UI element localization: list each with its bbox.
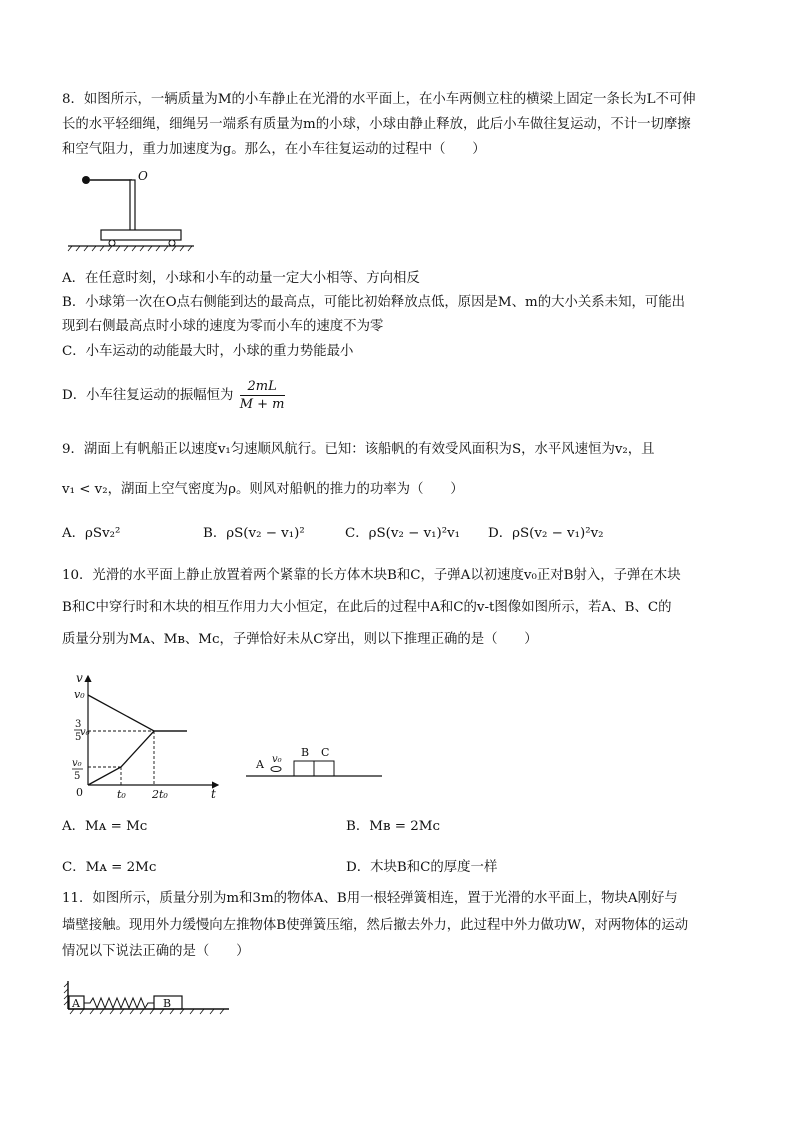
wheel-right <box>169 240 175 246</box>
bullet <box>271 767 281 772</box>
block-b-label: B <box>163 997 172 1010</box>
q9-option-b: B．ρS(v₂ − v₁)² <box>203 526 305 541</box>
q8-cart-figure <box>66 168 196 253</box>
q9-option-c: C．ρS(v₂ − v₁)²v₁ <box>345 526 461 541</box>
block-b <box>294 761 314 776</box>
x-axis-label: t <box>211 787 216 801</box>
q10-vt-graph <box>68 672 228 802</box>
q10-option-b: B．Mʙ = 2Mᴄ <box>346 819 440 834</box>
q10-option-c: C．Mᴀ = 2Mᴄ <box>62 860 157 875</box>
q8-stem-line-3: 和空气阻力，重力加速度为g。那么，在小车往复运动的过程中（ ） <box>62 142 486 157</box>
q8-option-d-text: D．小车往复运动的振幅恒为 <box>62 388 234 403</box>
q8-option-d-denominator: M + m <box>239 397 285 412</box>
q11-spring-figure <box>64 975 234 1020</box>
q8-stem-line-2: 长的水平轻细绳，细绳另一端系有质量为m的小球，小球由静止释放，此后小车做往复运动，不计一切摩擦 <box>62 117 691 132</box>
tick-v0-mid: v₀ <box>80 727 90 738</box>
floor-hatch <box>70 1009 224 1014</box>
wheel-left <box>109 240 115 246</box>
tick-3-num: 3 <box>75 719 82 730</box>
q11-stem-line-1: 11．如图所示，质量分别为m和3m的物体A、B用一根轻弹簧相连，置于光滑的水平面上，物块A刚好与 <box>62 891 678 906</box>
series-line-a <box>88 695 187 731</box>
tick-1-den: 5 <box>74 771 81 782</box>
q8-option-d-fraction <box>240 378 285 413</box>
block-c <box>314 761 334 776</box>
q10-stem-line-2: B和C中穿行时和木块的相互作用力大小恒定，在此后的过程中A和C的v-t图像如图所示，若A、B、C的 <box>62 600 672 615</box>
q8-option-d <box>62 378 285 413</box>
q10-scene-figure <box>246 742 386 782</box>
scene-label-a: A <box>256 758 264 771</box>
q10-option-d: D．木块B和C的厚度一样 <box>346 860 498 875</box>
scene-label-c: C <box>321 746 330 759</box>
q11-stem-line-2: 墙壁接触。现用外力缓慢向左推物体B使弹簧压缩，然后撤去外力，此过程中外力做功W，对两物体的运动 <box>62 918 689 933</box>
q11-stem-line-3: 情况以下说法正确的是（ ） <box>62 944 250 959</box>
q8-option-b-line-1: B．小球第一次在O点右侧能到达的最高点，可能比初始释放点低，原因是M、m的大小关系未知，可能出 <box>62 295 686 310</box>
tick-t0: t₀ <box>117 788 126 801</box>
origin-label: 0 <box>76 786 83 799</box>
block-a-label: A <box>72 997 80 1010</box>
q10-stem-line-1: 10．光滑的水平面上静止放置着两个紧靠的长方体木块B和C，子弹A以初速度v₀正对B射入，子弹在木块 <box>62 568 681 583</box>
q8-option-a: A．在任意时刻，小球和小车的动量一定大小相等、方向相反 <box>62 271 420 286</box>
tick-2t0: 2t₀ <box>152 788 168 801</box>
q9-option-a: A．ρSv₂² <box>62 526 121 541</box>
tick-1-num: v₀ <box>72 758 82 769</box>
ball <box>82 176 90 184</box>
q9-option-d: D．ρS(v₂ − v₁)²v₂ <box>488 526 604 541</box>
q8-option-d-numerator: 2mL <box>240 378 285 396</box>
pillar <box>130 180 135 232</box>
q8-option-b-line-2: 现到右侧最高点时小球的速度为零而小车的速度不为零 <box>62 319 384 334</box>
tick-v0: v₀ <box>74 688 85 701</box>
label-o: O <box>138 169 148 183</box>
scene-label-b: B <box>301 746 310 759</box>
q8-stem-line-1: 8．如图所示，一辆质量为M的小车静止在光滑的水平面上，在小车两侧立柱的横梁上固定一条长为L不可伸 <box>62 92 696 107</box>
ground-hatch <box>68 246 192 251</box>
q10-option-a: A．Mᴀ = Mᴄ <box>62 819 148 834</box>
spring <box>84 998 154 1008</box>
y-axis-label: v <box>76 671 83 685</box>
q10-stem-line-3: 质量分别为Mᴀ、Mʙ、Mᴄ，子弹恰好未从C穿出，则以下推理正确的是（ ） <box>62 632 538 647</box>
scene-label-v0: v₀ <box>272 754 282 765</box>
q8-option-c: C．小车运动的动能最大时，小球的重力势能最小 <box>62 344 354 359</box>
q9-stem-line-2: v₁ < v₂，湖面上空气密度为ρ。则风对船帆的推力的功率为（ ） <box>62 482 464 497</box>
q9-stem-line-1: 9．湖面上有帆船正以速度v₁匀速顺风航行。已知：该船帆的有效受风面积为S，水平风速恒为v₂，且 <box>62 442 655 457</box>
tick-3-den: 5 <box>75 732 82 743</box>
cart-body <box>101 230 181 240</box>
series-line-c <box>88 731 187 785</box>
